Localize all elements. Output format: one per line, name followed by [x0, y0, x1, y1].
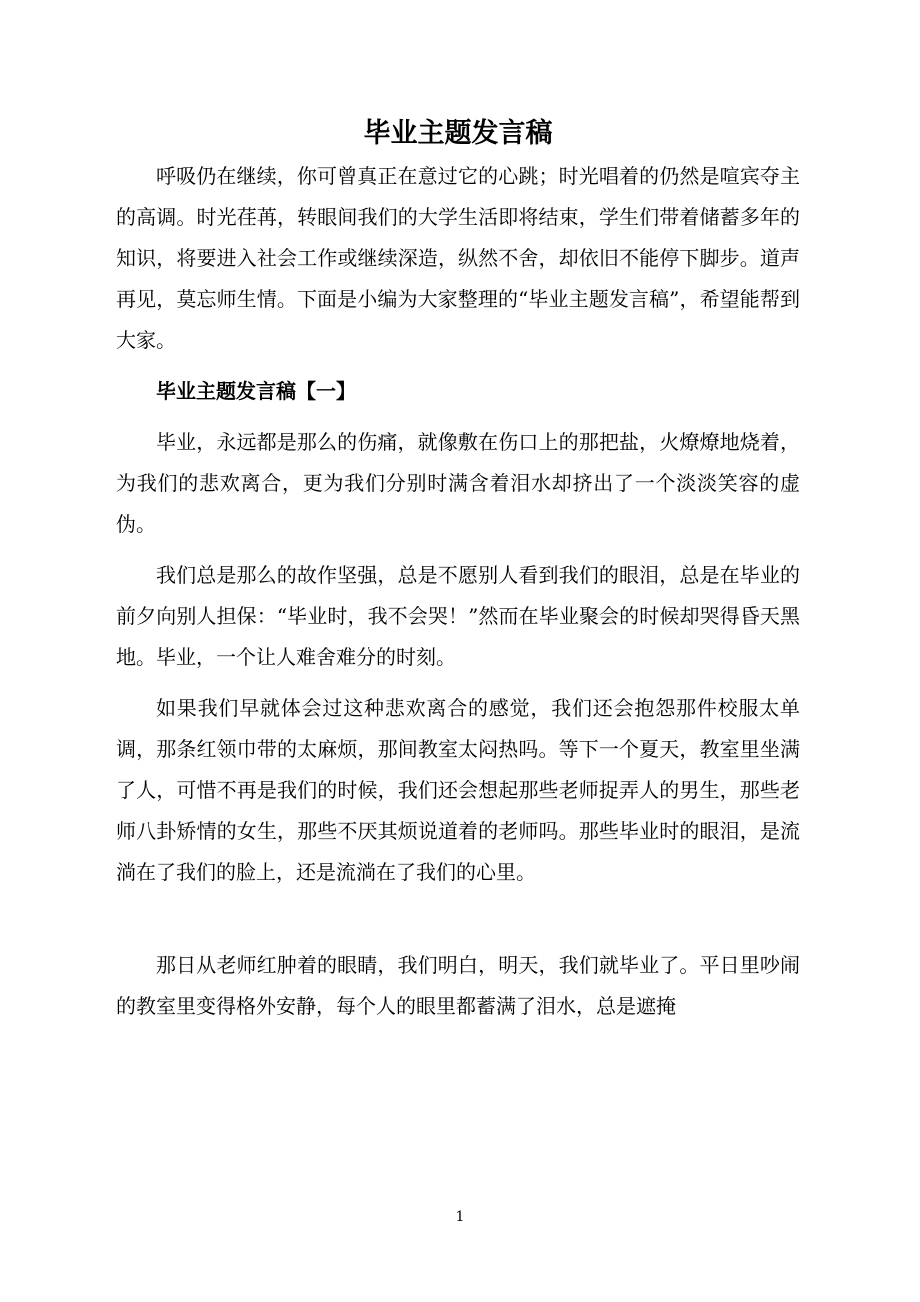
intro-paragraph: 呼吸仍在继续，你可曾真正在意过它的心跳；时光唱着的仍然是喧宾夺主的高调。时光荏苒，转眼间我们的大学生活即将结束，学生们带着储蓄多年的知识，将要进入社会工作或继续深造，纵然不舍，却依旧不能停下脚步。道声再见，莫忘师生情。下面是小编为大家整理的“毕业主题发言稿”，希望能帮到大家。	[116, 164, 800, 352]
document-body	[116, 112, 800, 1027]
body-paragraph-4: 那日从老师红肿着的眼睛，我们明白，明天，我们就毕业了。平日里吵闹的教室里变得格外安静，每个人的眼里都蓄满了泪水，总是遮掩	[116, 953, 800, 1018]
body-paragraph-3: 如果我们早就体会过这种悲欢离合的感觉，我们还会抱怨那件校服太单调，那条红领巾带的太麻烦，那间教室太闷热吗。等下一个夏天，教室里坐满了人，可惜不再是我们的时候，我们还会想起那些老师捉弄人的男生，那些老师八卦矫情的女生，那些不厌其烦说道着的老师吗。那些毕业时的眼泪，是流淌在了我们的脸上，还是流淌在了我们的心里。	[116, 696, 800, 884]
section-heading: 毕业主题发言稿【一】	[156, 379, 356, 403]
body-paragraph-2: 我们总是那么的故作坚强，总是不愿别人看到我们的眼泪，总是在毕业的前夕向别人担保：“毕业时，我不会哭！”然而在毕业聚会的时候却哭得昏天黑地。毕业，一个让人难舍难分的时刻。	[116, 563, 800, 669]
body-paragraph-1: 毕业，永远都是那么的伤痛，就像敷在伤口上的那把盐，火燎燎地烧着，为我们的悲欢离合，更为我们分别时满含着泪水却挤出了一个淡淡笑容的虚伪。	[116, 430, 800, 536]
document-title: 毕业主题发言稿	[363, 118, 553, 149]
page-number: 1	[455, 1209, 465, 1225]
